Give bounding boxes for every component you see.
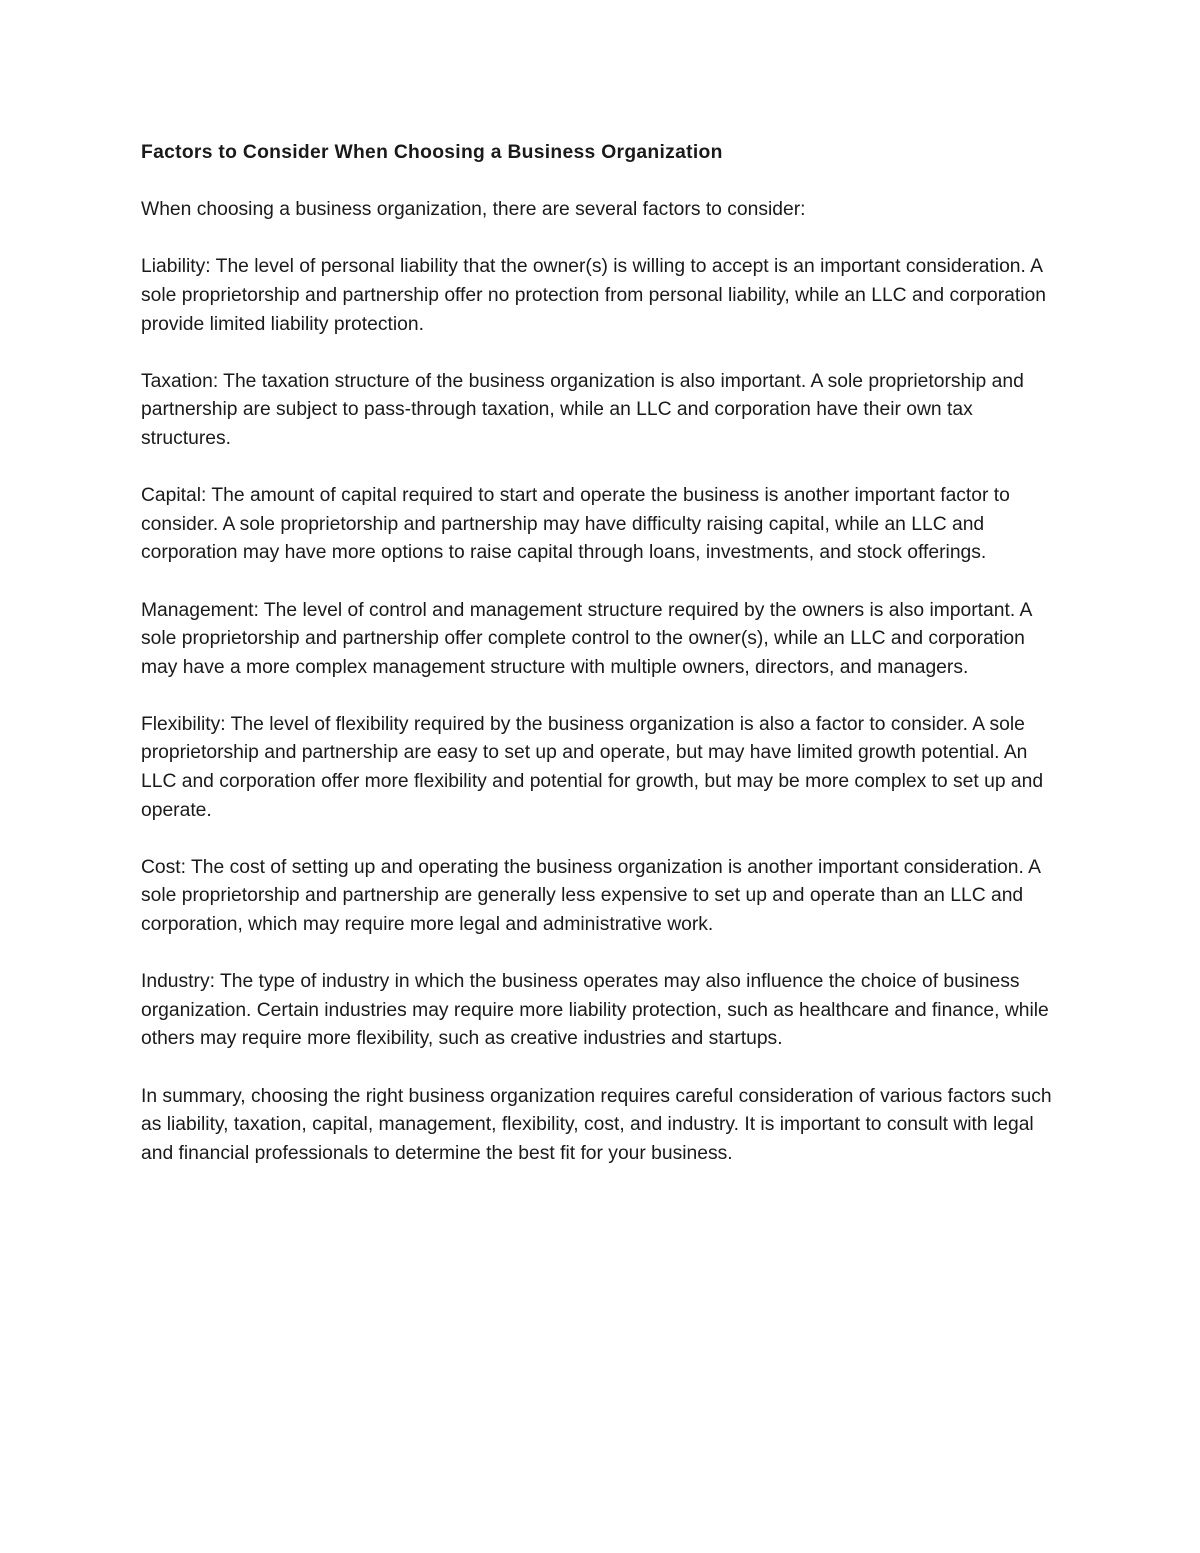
paragraph-liability: Liability: The level of personal liability that the owner(s) is willing to accept is an important consideration. A sole proprietorship and partnership offer no protection from personal liability, while an LLC and corporation provide limited liability protection.	[141, 256, 1046, 335]
document-title: Factors to Consider When Choosing a Business Organization	[141, 142, 723, 163]
paragraph-flexibility: Flexibility: The level of flexibility required by the business organization is also a factor to consider. A sole proprietorship and partnership are easy to set up and operate, but may have limited growth potential. An LLC and corporation offer more flexibility and potential for growth, but may be more complex to set up and operate.	[141, 713, 1044, 821]
intro-paragraph: When choosing a business organization, there are several factors to consider:	[141, 199, 806, 221]
paragraph-industry: Industry: The type of industry in which the business operates may also influence the choice of business organization. Certain industries may require more liability protection, such as healthcare and finance, while others may require more flexibility, such as creative industries and startups.	[141, 971, 1049, 1050]
paragraph-summary: In summary, choosing the right business organization requires careful consideration of various factors such as liability, taxation, capital, management, flexibility, cost, and industry. It is important to consult with legal and financial professionals to determine the best fit for your business.	[141, 1085, 1052, 1164]
paragraph-management: Management: The level of control and management structure required by the owners is also important. A sole proprietorship and partnership offer complete control to the owner(s), while an LLC and corporation may have a more complex management structure with multiple owners, directors, and managers.	[141, 599, 1032, 678]
paragraph-cost: Cost: The cost of setting up and operating the business organization is another important consideration. A sole proprietorship and partnership are generally less expensive to set up and operate than an LLC and corporation, which may require more legal and administrative work.	[141, 856, 1040, 936]
paragraph-capital: Capital: The amount of capital required to start and operate the business is another important factor to consider. A sole proprietorship and partnership may have difficulty raising capital, while an LLC and corporation may have more options to raise capital through loans, investments, and stock offerings.	[141, 485, 1010, 564]
paragraph-taxation: Taxation: The taxation structure of the business organization is also important. A sole proprietorship and partnership are subject to pass-through taxation, while an LLC and corporation have their own tax structures.	[141, 370, 1024, 449]
document-body	[141, 139, 1066, 1197]
